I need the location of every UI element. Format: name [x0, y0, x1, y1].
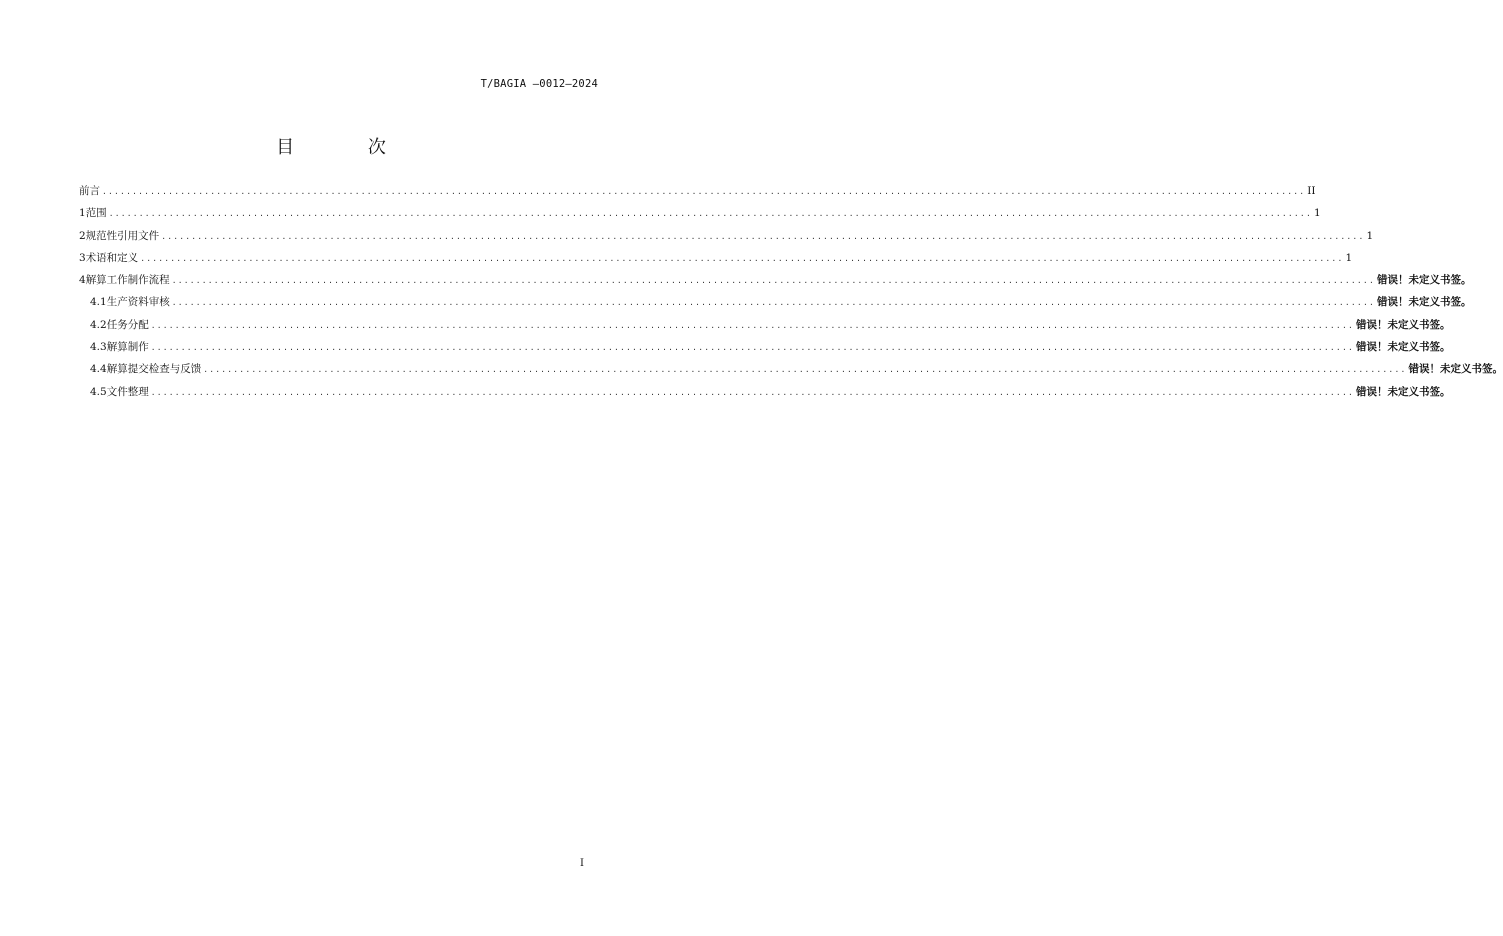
toc-entry-page: 1	[1313, 207, 1321, 220]
toc-entry-title: 解算提交检查与反馈	[106, 363, 202, 376]
toc-entry[interactable]	[79, 180, 1316, 202]
toc-entry[interactable]	[79, 247, 1353, 269]
toc-entry[interactable]	[79, 314, 1451, 336]
toc-entry[interactable]	[79, 202, 1321, 224]
toc-leader-dots: ........................................................................................................................................................................................................	[171, 298, 1375, 308]
toc-entry-number: 4.1	[90, 296, 107, 309]
toc-entry[interactable]	[79, 358, 1503, 380]
toc-leader-dots: ........................................................................................................................................................................................................	[150, 343, 1354, 353]
toc-entry-title: 术语和定义	[85, 251, 139, 264]
toc-leader-dots: ........................................................................................................................................................................................................	[161, 231, 1365, 241]
toc-leader-dots: ........................................................................................................................................................................................................	[140, 253, 1344, 263]
toc-title: 目 次	[276, 137, 420, 158]
toc-entry-number: 4	[79, 274, 86, 287]
toc-entry-number: 4.3	[90, 341, 107, 354]
toc-entry[interactable]	[79, 291, 1472, 313]
toc-entry-page: 错误！未定义书签。	[1355, 318, 1451, 331]
toc-entry-number: 4.2	[90, 318, 107, 331]
toc-entry-page: 1	[1345, 251, 1353, 264]
toc-entry-page: 错误！未定义书签。	[1408, 363, 1503, 376]
toc-entry-number: 1	[79, 207, 86, 220]
toc-entry-title: 规范性引用文件	[85, 229, 160, 242]
toc-entry-page: 错误！未定义书签。	[1355, 341, 1451, 354]
toc-entry[interactable]	[79, 225, 1374, 247]
toc-leader-dots: ........................................................................................................................................................................................................	[150, 387, 1354, 397]
toc-entry[interactable]	[79, 381, 1451, 403]
toc-leader-dots: ........................................................................................................................................................................................................	[102, 187, 1306, 196]
toc-entry-title: 生产资料审核	[106, 296, 170, 309]
toc-entry[interactable]	[79, 269, 1472, 291]
toc-leader-dots: ........................................................................................................................................................................................................	[171, 276, 1375, 286]
toc-entry-page: 错误！未定义书签。	[1376, 296, 1472, 309]
toc-entry-title: 范围	[85, 207, 107, 220]
toc-leader-dots: ........................................................................................................................................................................................................	[203, 365, 1407, 375]
toc-entry-page: 错误！未定义书签。	[1376, 274, 1472, 287]
toc-leader-dots: ........................................................................................................................................................................................................	[150, 320, 1354, 330]
toc-entry-title: 前言	[79, 185, 100, 197]
toc-entry-number: 3	[79, 251, 86, 264]
toc-entry-title: 文件整理	[106, 385, 149, 398]
toc-leader-dots: ........................................................................................................................................................................................................	[108, 209, 1312, 219]
standard-code: T/BAGIA —0012—2024	[480, 78, 598, 90]
table-of-contents	[79, 180, 1503, 403]
toc-entry-page: 1	[1366, 229, 1374, 242]
page-number: I	[580, 858, 584, 869]
toc-entry-title: 解算制作	[106, 341, 149, 354]
toc-entry-title: 解算工作制作流程	[85, 274, 170, 287]
toc-entry-page: II	[1307, 185, 1316, 197]
toc-entry-page: 错误！未定义书签。	[1355, 385, 1451, 398]
toc-entry-number: 4.5	[90, 385, 107, 398]
toc-entry-number: 2	[79, 229, 86, 242]
toc-entry-number: 4.4	[90, 363, 107, 376]
toc-entry[interactable]	[79, 336, 1451, 358]
toc-entry-title: 任务分配	[106, 318, 149, 331]
